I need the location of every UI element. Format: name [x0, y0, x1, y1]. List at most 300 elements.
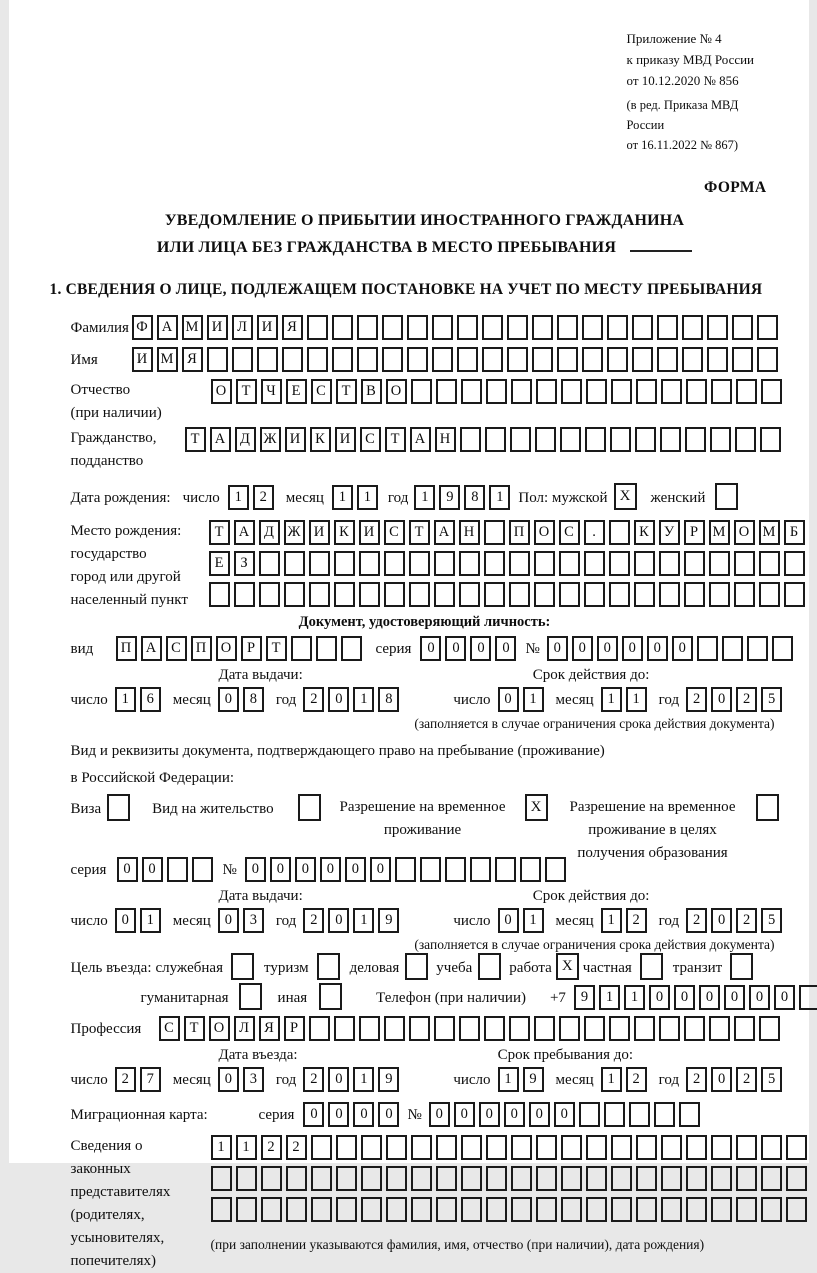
char-cell[interactable]	[661, 379, 682, 404]
purpose-private-checkbox[interactable]	[640, 953, 663, 980]
char-cell[interactable]: 0	[699, 985, 720, 1010]
char-cell[interactable]: У	[659, 520, 680, 545]
char-cell[interactable]: 0	[547, 636, 568, 661]
char-cell[interactable]	[470, 857, 491, 882]
char-cell[interactable]: Ж	[284, 520, 305, 545]
char-cell[interactable]	[586, 1135, 607, 1160]
char-cell[interactable]	[511, 1135, 532, 1160]
gender-male-checkbox[interactable]: X	[614, 483, 637, 510]
char-cell[interactable]: О	[534, 520, 555, 545]
char-cell[interactable]: 1	[599, 985, 620, 1010]
char-cell[interactable]	[686, 1166, 707, 1191]
purpose-tourism-checkbox[interactable]	[317, 953, 340, 980]
char-cell[interactable]	[261, 1197, 282, 1222]
char-cell[interactable]	[609, 1016, 630, 1041]
char-cell[interactable]	[659, 582, 680, 607]
char-cell[interactable]	[432, 315, 453, 340]
char-cell[interactable]: Ф	[132, 315, 153, 340]
char-cell[interactable]: 0	[328, 1067, 349, 1092]
char-cell[interactable]: 0	[445, 636, 466, 661]
char-cell[interactable]	[757, 347, 778, 372]
char-cell[interactable]	[407, 347, 428, 372]
char-cell[interactable]: 0	[245, 857, 266, 882]
char-cell[interactable]	[341, 636, 362, 661]
char-cell[interactable]	[532, 347, 553, 372]
char-cell[interactable]	[659, 551, 680, 576]
char-cell[interactable]	[434, 582, 455, 607]
char-cell[interactable]	[411, 1197, 432, 1222]
char-cell[interactable]	[409, 582, 430, 607]
char-cell[interactable]	[486, 1197, 507, 1222]
char-cell[interactable]	[336, 1135, 357, 1160]
char-cell[interactable]	[259, 551, 280, 576]
char-cell[interactable]	[711, 1135, 732, 1160]
char-cell[interactable]	[459, 582, 480, 607]
char-cell[interactable]	[734, 551, 755, 576]
visa-checkbox[interactable]	[107, 794, 130, 821]
purpose-official-checkbox[interactable]	[231, 953, 254, 980]
char-cell[interactable]	[495, 857, 516, 882]
char-cell[interactable]: 2	[626, 908, 647, 933]
char-cell[interactable]	[711, 1166, 732, 1191]
char-cell[interactable]	[661, 1166, 682, 1191]
char-cell[interactable]: И	[257, 315, 278, 340]
char-cell[interactable]	[736, 379, 757, 404]
char-cell[interactable]: О	[734, 520, 755, 545]
char-cell[interactable]	[311, 1197, 332, 1222]
residence-permit-checkbox[interactable]	[298, 794, 321, 821]
char-cell[interactable]: 0	[218, 687, 239, 712]
purpose-work-checkbox[interactable]: X	[556, 953, 579, 980]
char-cell[interactable]	[334, 551, 355, 576]
char-cell[interactable]: 0	[117, 857, 138, 882]
char-cell[interactable]: А	[210, 427, 231, 452]
char-cell[interactable]	[209, 582, 230, 607]
char-cell[interactable]	[545, 857, 566, 882]
char-cell[interactable]	[534, 582, 555, 607]
char-cell[interactable]	[604, 1102, 625, 1127]
char-cell[interactable]	[659, 1016, 680, 1041]
char-cell[interactable]	[257, 347, 278, 372]
char-cell[interactable]	[284, 551, 305, 576]
char-cell[interactable]: 0	[711, 1067, 732, 1092]
char-cell[interactable]: 2	[115, 1067, 136, 1092]
char-cell[interactable]: 0	[529, 1102, 550, 1127]
char-cell[interactable]: 3	[243, 1067, 264, 1092]
purpose-business-checkbox[interactable]	[405, 953, 428, 980]
char-cell[interactable]	[607, 347, 628, 372]
char-cell[interactable]: А	[410, 427, 431, 452]
char-cell[interactable]: 0	[378, 1102, 399, 1127]
char-cell[interactable]: 0	[218, 1067, 239, 1092]
char-cell[interactable]	[536, 1166, 557, 1191]
char-cell[interactable]: Т	[236, 379, 257, 404]
char-cell[interactable]	[610, 427, 631, 452]
char-cell[interactable]: 2	[736, 908, 757, 933]
char-cell[interactable]: Ж	[260, 427, 281, 452]
char-cell[interactable]	[332, 315, 353, 340]
char-cell[interactable]: 2	[303, 1067, 324, 1092]
char-cell[interactable]	[579, 1102, 600, 1127]
char-cell[interactable]	[311, 1135, 332, 1160]
char-cell[interactable]: Я	[282, 315, 303, 340]
char-cell[interactable]: Т	[336, 379, 357, 404]
char-cell[interactable]: 0	[749, 985, 770, 1010]
char-cell[interactable]	[361, 1197, 382, 1222]
char-cell[interactable]	[461, 1197, 482, 1222]
char-cell[interactable]: С	[360, 427, 381, 452]
char-cell[interactable]	[734, 582, 755, 607]
char-cell[interactable]	[634, 582, 655, 607]
char-cell[interactable]	[557, 347, 578, 372]
char-cell[interactable]: Н	[435, 427, 456, 452]
char-cell[interactable]	[486, 379, 507, 404]
char-cell[interactable]	[461, 1135, 482, 1160]
char-cell[interactable]	[509, 1016, 530, 1041]
char-cell[interactable]	[461, 1166, 482, 1191]
char-cell[interactable]	[361, 1166, 382, 1191]
char-cell[interactable]	[661, 1135, 682, 1160]
char-cell[interactable]: 1	[115, 687, 136, 712]
char-cell[interactable]	[611, 1197, 632, 1222]
char-cell[interactable]: 8	[243, 687, 264, 712]
char-cell[interactable]: 0	[597, 636, 618, 661]
char-cell[interactable]: 0	[672, 636, 693, 661]
char-cell[interactable]	[586, 1197, 607, 1222]
char-cell[interactable]: 0	[370, 857, 391, 882]
char-cell[interactable]: 0	[429, 1102, 450, 1127]
char-cell[interactable]: М	[182, 315, 203, 340]
char-cell[interactable]	[357, 315, 378, 340]
char-cell[interactable]	[736, 1197, 757, 1222]
purpose-study-checkbox[interactable]	[478, 953, 501, 980]
char-cell[interactable]	[536, 1197, 557, 1222]
char-cell[interactable]: 3	[243, 908, 264, 933]
char-cell[interactable]: К	[310, 427, 331, 452]
char-cell[interactable]: О	[216, 636, 237, 661]
char-cell[interactable]	[386, 1197, 407, 1222]
char-cell[interactable]	[236, 1166, 257, 1191]
char-cell[interactable]: Т	[185, 427, 206, 452]
char-cell[interactable]: 0	[454, 1102, 475, 1127]
char-cell[interactable]: Я	[259, 1016, 280, 1041]
char-cell[interactable]: И	[359, 520, 380, 545]
char-cell[interactable]: 0	[554, 1102, 575, 1127]
char-cell[interactable]	[436, 379, 457, 404]
char-cell[interactable]	[632, 315, 653, 340]
char-cell[interactable]: И	[285, 427, 306, 452]
char-cell[interactable]	[532, 315, 553, 340]
char-cell[interactable]: М	[759, 520, 780, 545]
char-cell[interactable]	[509, 551, 530, 576]
char-cell[interactable]	[432, 347, 453, 372]
char-cell[interactable]	[561, 1197, 582, 1222]
char-cell[interactable]	[747, 636, 768, 661]
char-cell[interactable]	[436, 1166, 457, 1191]
char-cell[interactable]: 2	[261, 1135, 282, 1160]
char-cell[interactable]	[484, 582, 505, 607]
char-cell[interactable]	[560, 427, 581, 452]
char-cell[interactable]	[709, 551, 730, 576]
char-cell[interactable]: Т	[184, 1016, 205, 1041]
char-cell[interactable]: О	[209, 1016, 230, 1041]
char-cell[interactable]	[584, 551, 605, 576]
char-cell[interactable]: Ч	[261, 379, 282, 404]
char-cell[interactable]: Д	[235, 427, 256, 452]
char-cell[interactable]: 2	[736, 687, 757, 712]
char-cell[interactable]	[761, 1135, 782, 1160]
char-cell[interactable]	[732, 347, 753, 372]
char-cell[interactable]: 9	[523, 1067, 544, 1092]
char-cell[interactable]: П	[191, 636, 212, 661]
char-cell[interactable]	[711, 379, 732, 404]
char-cell[interactable]: С	[384, 520, 405, 545]
char-cell[interactable]	[316, 636, 337, 661]
char-cell[interactable]	[434, 551, 455, 576]
char-cell[interactable]: 0	[295, 857, 316, 882]
char-cell[interactable]	[411, 1166, 432, 1191]
char-cell[interactable]: 0	[420, 636, 441, 661]
char-cell[interactable]: 2	[286, 1135, 307, 1160]
char-cell[interactable]	[761, 1197, 782, 1222]
char-cell[interactable]	[386, 1135, 407, 1160]
char-cell[interactable]	[761, 1166, 782, 1191]
char-cell[interactable]	[445, 857, 466, 882]
char-cell[interactable]: 1	[414, 485, 435, 510]
char-cell[interactable]: О	[386, 379, 407, 404]
char-cell[interactable]: 2	[686, 908, 707, 933]
char-cell[interactable]	[534, 1016, 555, 1041]
char-cell[interactable]: 0	[142, 857, 163, 882]
char-cell[interactable]	[536, 379, 557, 404]
char-cell[interactable]: И	[335, 427, 356, 452]
char-cell[interactable]	[395, 857, 416, 882]
char-cell[interactable]	[535, 427, 556, 452]
char-cell[interactable]: В	[361, 379, 382, 404]
char-cell[interactable]: 0	[345, 857, 366, 882]
char-cell[interactable]: А	[141, 636, 162, 661]
char-cell[interactable]	[784, 551, 805, 576]
char-cell[interactable]: 0	[774, 985, 795, 1010]
char-cell[interactable]	[384, 582, 405, 607]
char-cell[interactable]	[786, 1197, 807, 1222]
char-cell[interactable]: 1	[489, 485, 510, 510]
char-cell[interactable]	[359, 1016, 380, 1041]
char-cell[interactable]	[309, 1016, 330, 1041]
char-cell[interactable]	[507, 315, 528, 340]
purpose-other-checkbox[interactable]	[319, 983, 342, 1010]
char-cell[interactable]: 2	[626, 1067, 647, 1092]
char-cell[interactable]: Д	[259, 520, 280, 545]
char-cell[interactable]: 1	[353, 908, 374, 933]
char-cell[interactable]	[685, 427, 706, 452]
char-cell[interactable]	[457, 315, 478, 340]
char-cell[interactable]	[536, 1135, 557, 1160]
char-cell[interactable]: 0	[498, 908, 519, 933]
char-cell[interactable]	[582, 315, 603, 340]
char-cell[interactable]	[684, 551, 705, 576]
char-cell[interactable]	[334, 582, 355, 607]
char-cell[interactable]	[734, 1016, 755, 1041]
char-cell[interactable]	[557, 315, 578, 340]
char-cell[interactable]: 1	[523, 687, 544, 712]
char-cell[interactable]: 2	[303, 687, 324, 712]
char-cell[interactable]: 0	[504, 1102, 525, 1127]
char-cell[interactable]	[686, 379, 707, 404]
char-cell[interactable]	[261, 1166, 282, 1191]
char-cell[interactable]	[707, 315, 728, 340]
char-cell[interactable]: 0	[115, 908, 136, 933]
char-cell[interactable]: Е	[286, 379, 307, 404]
char-cell[interactable]	[609, 520, 630, 545]
char-cell[interactable]: П	[509, 520, 530, 545]
char-cell[interactable]	[236, 1197, 257, 1222]
char-cell[interactable]: 0	[328, 908, 349, 933]
char-cell[interactable]	[632, 347, 653, 372]
char-cell[interactable]	[511, 1166, 532, 1191]
char-cell[interactable]: 8	[464, 485, 485, 510]
char-cell[interactable]: М	[709, 520, 730, 545]
char-cell[interactable]	[482, 315, 503, 340]
char-cell[interactable]	[661, 1197, 682, 1222]
char-cell[interactable]: 0	[498, 687, 519, 712]
char-cell[interactable]: 0	[479, 1102, 500, 1127]
char-cell[interactable]	[736, 1166, 757, 1191]
char-cell[interactable]: Т	[209, 520, 230, 545]
char-cell[interactable]: 0	[495, 636, 516, 661]
char-cell[interactable]	[636, 1197, 657, 1222]
char-cell[interactable]	[409, 551, 430, 576]
char-cell[interactable]: 6	[140, 687, 161, 712]
char-cell[interactable]: О	[211, 379, 232, 404]
char-cell[interactable]	[559, 551, 580, 576]
char-cell[interactable]	[686, 1135, 707, 1160]
char-cell[interactable]	[759, 582, 780, 607]
char-cell[interactable]: И	[309, 520, 330, 545]
char-cell[interactable]	[311, 1166, 332, 1191]
char-cell[interactable]	[582, 347, 603, 372]
char-cell[interactable]	[460, 427, 481, 452]
char-cell[interactable]	[211, 1197, 232, 1222]
char-cell[interactable]	[634, 551, 655, 576]
char-cell[interactable]	[735, 427, 756, 452]
char-cell[interactable]: 0	[724, 985, 745, 1010]
char-cell[interactable]	[732, 315, 753, 340]
char-cell[interactable]	[211, 1166, 232, 1191]
char-cell[interactable]: 1	[353, 687, 374, 712]
char-cell[interactable]: 0	[711, 908, 732, 933]
char-cell[interactable]	[436, 1135, 457, 1160]
char-cell[interactable]	[585, 427, 606, 452]
char-cell[interactable]	[686, 1197, 707, 1222]
purpose-humanitarian-checkbox[interactable]	[239, 983, 262, 1010]
char-cell[interactable]	[760, 427, 781, 452]
char-cell[interactable]	[772, 636, 793, 661]
char-cell[interactable]: И	[207, 315, 228, 340]
char-cell[interactable]: 1	[601, 687, 622, 712]
char-cell[interactable]: 1	[626, 687, 647, 712]
char-cell[interactable]: 7	[140, 1067, 161, 1092]
char-cell[interactable]	[510, 427, 531, 452]
char-cell[interactable]: 2	[686, 1067, 707, 1092]
char-cell[interactable]: А	[157, 315, 178, 340]
char-cell[interactable]	[234, 582, 255, 607]
char-cell[interactable]: З	[234, 551, 255, 576]
char-cell[interactable]: 2	[253, 485, 274, 510]
char-cell[interactable]	[584, 1016, 605, 1041]
char-cell[interactable]	[722, 636, 743, 661]
char-cell[interactable]	[636, 1166, 657, 1191]
char-cell[interactable]	[684, 1016, 705, 1041]
char-cell[interactable]	[611, 1166, 632, 1191]
char-cell[interactable]: Л	[234, 1016, 255, 1041]
char-cell[interactable]: 2	[736, 1067, 757, 1092]
char-cell[interactable]	[407, 315, 428, 340]
char-cell[interactable]	[485, 427, 506, 452]
char-cell[interactable]	[284, 582, 305, 607]
char-cell[interactable]	[707, 347, 728, 372]
char-cell[interactable]: 0	[303, 1102, 324, 1127]
char-cell[interactable]	[682, 315, 703, 340]
char-cell[interactable]	[336, 1166, 357, 1191]
char-cell[interactable]	[461, 379, 482, 404]
char-cell[interactable]	[520, 857, 541, 882]
char-cell[interactable]: 9	[574, 985, 595, 1010]
char-cell[interactable]: 1	[601, 908, 622, 933]
char-cell[interactable]	[584, 582, 605, 607]
char-cell[interactable]: 5	[761, 908, 782, 933]
char-cell[interactable]	[291, 636, 312, 661]
char-cell[interactable]: 1	[523, 908, 544, 933]
char-cell[interactable]: 0	[649, 985, 670, 1010]
char-cell[interactable]: 0	[218, 908, 239, 933]
char-cell[interactable]	[586, 379, 607, 404]
char-cell[interactable]	[382, 347, 403, 372]
gender-female-checkbox[interactable]	[715, 483, 738, 510]
char-cell[interactable]	[660, 427, 681, 452]
char-cell[interactable]	[484, 520, 505, 545]
char-cell[interactable]	[711, 1197, 732, 1222]
char-cell[interactable]: Я	[182, 347, 203, 372]
char-cell[interactable]	[459, 1016, 480, 1041]
char-cell[interactable]	[307, 315, 328, 340]
char-cell[interactable]: Е	[209, 551, 230, 576]
char-cell[interactable]	[361, 1135, 382, 1160]
char-cell[interactable]	[286, 1197, 307, 1222]
char-cell[interactable]	[561, 1135, 582, 1160]
char-cell[interactable]	[486, 1135, 507, 1160]
char-cell[interactable]	[561, 1166, 582, 1191]
char-cell[interactable]	[586, 1166, 607, 1191]
char-cell[interactable]	[484, 551, 505, 576]
char-cell[interactable]: 9	[439, 485, 460, 510]
char-cell[interactable]: 0	[674, 985, 695, 1010]
char-cell[interactable]	[559, 582, 580, 607]
char-cell[interactable]	[457, 347, 478, 372]
char-cell[interactable]	[635, 427, 656, 452]
char-cell[interactable]	[436, 1197, 457, 1222]
char-cell[interactable]	[167, 857, 188, 882]
char-cell[interactable]	[636, 379, 657, 404]
char-cell[interactable]: С	[159, 1016, 180, 1041]
char-cell[interactable]: 8	[378, 687, 399, 712]
char-cell[interactable]: И	[132, 347, 153, 372]
char-cell[interactable]	[334, 1016, 355, 1041]
char-cell[interactable]: Т	[266, 636, 287, 661]
char-cell[interactable]: 5	[761, 1067, 782, 1092]
char-cell[interactable]	[411, 379, 432, 404]
char-cell[interactable]	[657, 347, 678, 372]
